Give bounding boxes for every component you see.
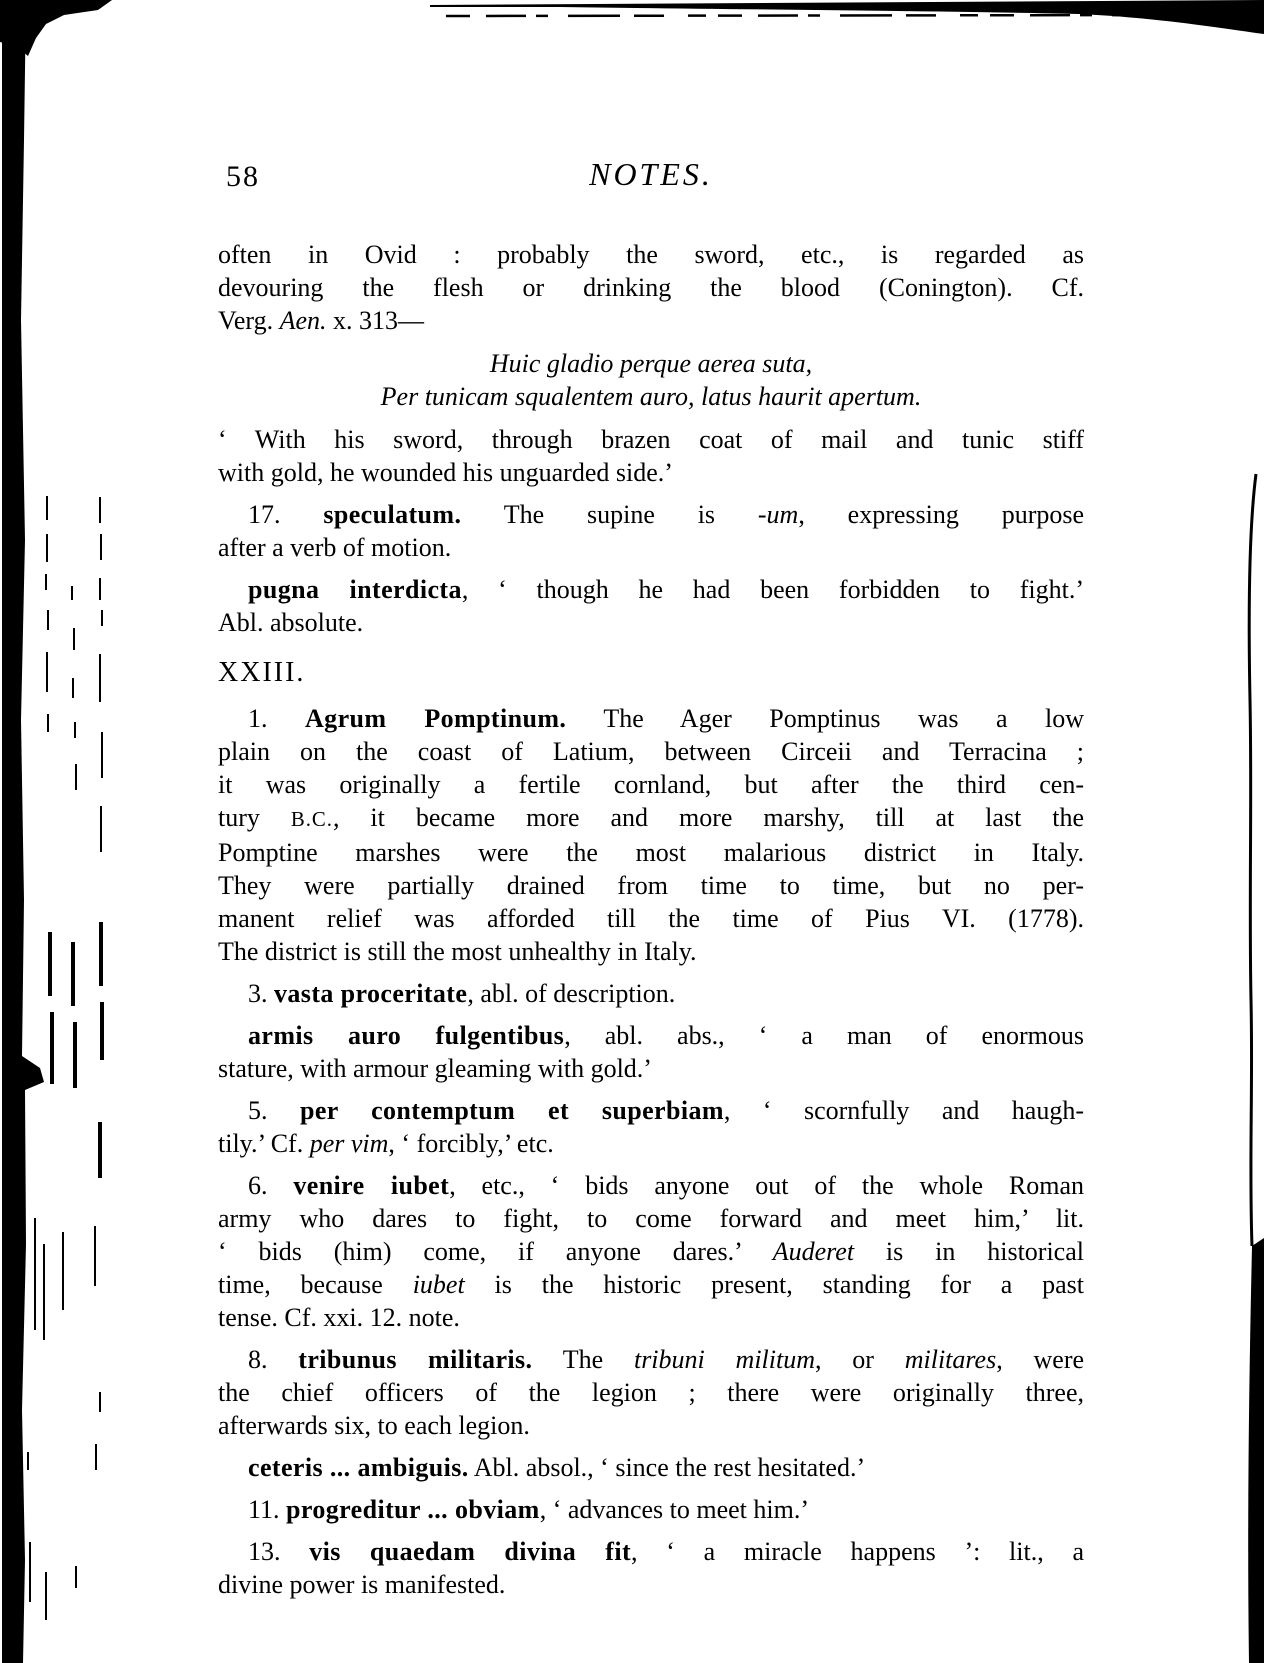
text-line	[218, 1568, 1084, 1601]
text-segment: per vim	[309, 1129, 389, 1158]
text-segment: 3.	[248, 979, 274, 1008]
text-segment: 17.	[248, 500, 324, 529]
text-line	[218, 902, 1084, 935]
text-line	[218, 606, 1084, 639]
page-number: 58	[226, 160, 260, 193]
text-segment: ‘ With his sword, through brazen coat of mail and tunic stiff	[218, 425, 1084, 454]
text-segment: Per tunicam squalentem auro, latus haurit apertum.	[380, 382, 922, 411]
text-line	[218, 1169, 1084, 1202]
text-line	[218, 498, 1084, 531]
text-line	[218, 1094, 1084, 1127]
top-dashed-line-artifact	[446, 15, 1188, 16]
text-line	[218, 1301, 1084, 1334]
text-line	[218, 1493, 1084, 1526]
text-segment: tense. Cf. xxi. 12. note.	[218, 1303, 460, 1332]
text-line	[218, 271, 1084, 304]
right-edge-artifact	[1248, 1238, 1264, 1663]
text-line	[218, 531, 1084, 564]
notes-text-block	[218, 238, 1084, 1601]
text-segment: ceteris ... ambiguis.	[248, 1453, 469, 1482]
text-segment: militares	[904, 1345, 997, 1374]
text-segment: often in Ovid : probably the sword, etc., is regarded as	[218, 240, 1084, 269]
text-segment: Verg.	[218, 306, 280, 335]
note-ceteris-ambiguis	[218, 1451, 1084, 1484]
text-segment: 8.	[248, 1345, 299, 1374]
text-segment: x. 313—	[326, 306, 425, 335]
text-segment: is in historical	[854, 1237, 1084, 1266]
text-segment: 1.	[248, 704, 305, 733]
text-segment: , ‘ though he had been forbidden to fight.’	[461, 575, 1084, 604]
text-segment: stature, with armour gleaming with gold.’	[218, 1054, 652, 1083]
text-segment: Aen.	[279, 306, 327, 335]
text-segment: , ‘ scornfully and haugh-	[723, 1096, 1084, 1125]
text-line	[218, 304, 1084, 337]
text-segment: vis quaedam divina fit	[309, 1537, 632, 1566]
text-segment: , were	[996, 1345, 1085, 1374]
text-segment: Agrum Pomptinum.	[305, 704, 567, 733]
text-line	[218, 1376, 1084, 1409]
text-segment: Huic gladio perque aerea suta,	[489, 349, 813, 378]
text-segment: is the historic present, standing for a past	[464, 1270, 1084, 1299]
text-segment: divine power is manifested.	[218, 1570, 506, 1599]
text-segment: plain on the coast of Latium, between Circeii and Terracina ;	[218, 737, 1084, 766]
text-segment: vasta proceritate	[274, 979, 468, 1008]
note-17-speculatum	[218, 498, 1084, 564]
margin-marks-thin	[28, 496, 102, 1620]
section-heading-xxiii	[218, 656, 1084, 689]
latin-verse-quotation	[218, 347, 1084, 413]
text-segment: The district is still the most unhealthy in Italy.	[218, 937, 697, 966]
text-line	[218, 656, 1084, 689]
text-segment: tury	[218, 803, 291, 832]
text-segment: , etc., ‘ bids anyone out of the whole Roman	[449, 1171, 1084, 1200]
text-line	[218, 1343, 1084, 1376]
text-segment: 11.	[248, 1495, 287, 1524]
text-line	[218, 935, 1084, 968]
text-segment: Auderet	[772, 1237, 855, 1266]
text-segment: They were partially drained from time to time, but no per-	[218, 871, 1084, 900]
text-segment: , ‘ forcibly,’ etc.	[388, 1129, 554, 1158]
text-line	[218, 347, 1084, 380]
margin-marks-heavy	[50, 922, 102, 1178]
text-line	[218, 423, 1084, 456]
text-segment: Pomptine marshes were the most malarious district in Italy.	[218, 838, 1084, 867]
text-line	[218, 735, 1084, 768]
top-edge-artifact	[430, 0, 1264, 34]
text-segment: iubet	[412, 1270, 465, 1299]
text-line	[218, 768, 1084, 801]
left-edge-artifact	[2, 0, 44, 1663]
text-segment: afterwards six, to each legion.	[218, 1411, 530, 1440]
top-left-corner-artifact	[0, 0, 112, 56]
note-5-per-contemptum	[218, 1094, 1084, 1160]
text-segment: , it became more and more marshy, till at last the	[332, 803, 1084, 832]
text-line	[218, 836, 1084, 869]
text-segment: armis auro fulgentibus	[248, 1021, 565, 1050]
text-segment: after a verb of motion.	[218, 533, 452, 562]
text-segment: B.C.	[290, 808, 333, 831]
right-page-edge-line	[1249, 474, 1256, 1246]
text-segment: , ‘ advances to meet him.’	[539, 1495, 809, 1524]
verse-translation	[218, 423, 1084, 489]
text-segment: The supine is	[461, 500, 758, 529]
text-line	[218, 573, 1084, 606]
text-line	[218, 1535, 1084, 1568]
text-line	[218, 1019, 1084, 1052]
text-segment: tily.’ Cf.	[218, 1129, 310, 1158]
text-segment: , abl. of description.	[467, 979, 676, 1008]
text-segment: manent relief was afforded till the time of Pius VI. (1778).	[218, 904, 1084, 933]
text-line	[218, 1235, 1084, 1268]
note-armis-auro-fulgentibus	[218, 1019, 1084, 1085]
text-line	[218, 1052, 1084, 1085]
text-segment: 5.	[248, 1096, 300, 1125]
text-line	[218, 1409, 1084, 1442]
running-head: NOTES.	[589, 156, 713, 192]
text-line	[218, 1268, 1084, 1301]
text-segment: , abl. abs., ‘ a man of enormous	[564, 1021, 1084, 1050]
text-segment: , ‘ a miracle happens ’: lit., a	[631, 1537, 1084, 1566]
text-segment: The Ager Pomptinus was a low	[566, 704, 1085, 733]
text-segment: tribunus militaris.	[298, 1345, 533, 1374]
note-6-venire-iubet	[218, 1169, 1084, 1334]
text-segment: Abl. absol., ‘ since the rest hesitated.’	[468, 1453, 866, 1482]
text-segment: army who dares to fight, to come forward and meet him,’ lit.	[218, 1204, 1084, 1233]
text-segment: it was originally a fertile cornland, but after the third cen-	[218, 770, 1084, 799]
text-segment: XXIII.	[218, 657, 306, 688]
text-line	[218, 456, 1084, 489]
text-line	[218, 380, 1084, 413]
text-segment: 6.	[248, 1171, 294, 1200]
text-line	[218, 801, 1084, 836]
text-segment: , expressing purpose	[798, 500, 1085, 529]
text-segment: the chief officers of the legion ; there were originally three,	[218, 1378, 1084, 1407]
text-segment: pugna interdicta	[248, 575, 462, 604]
text-line	[218, 1127, 1084, 1160]
text-segment: progreditur ... obviam	[286, 1495, 540, 1524]
text-segment: , or	[815, 1345, 905, 1374]
text-line	[218, 869, 1084, 902]
text-segment: venire iubet	[293, 1171, 450, 1200]
text-segment: 13.	[248, 1537, 310, 1566]
note-11-progreditur-obviam	[218, 1493, 1084, 1526]
text-line	[218, 702, 1084, 735]
text-line	[218, 1202, 1084, 1235]
text-segment: with gold, he wounded his unguarded side.’	[218, 458, 673, 487]
note-continuation-ovid	[218, 238, 1084, 337]
text-segment: per contemptum et superbiam	[299, 1096, 724, 1125]
text-segment: speculatum.	[323, 500, 462, 529]
note-13-vis-quaedam-divina	[218, 1535, 1084, 1601]
text-segment: ‘ bids (him) come, if anyone dares.’	[218, 1237, 773, 1266]
text-segment: time, because	[218, 1270, 413, 1299]
text-segment: tribuni militum	[633, 1345, 815, 1374]
text-line	[218, 1451, 1084, 1484]
note-3-vasta-proceritate	[218, 977, 1084, 1010]
text-segment: devouring the flesh or drinking the blood (Conington). Cf.	[218, 273, 1084, 302]
note-pugna-interdicta	[218, 573, 1084, 639]
text-segment: -um	[757, 500, 799, 529]
note-8-tribunus-militaris	[218, 1343, 1084, 1442]
text-segment: The	[532, 1345, 634, 1374]
text-segment: Abl. absolute.	[218, 608, 364, 637]
text-line	[218, 977, 1084, 1010]
note-1-agrum-pomptinum	[218, 702, 1084, 968]
text-line	[218, 238, 1084, 271]
